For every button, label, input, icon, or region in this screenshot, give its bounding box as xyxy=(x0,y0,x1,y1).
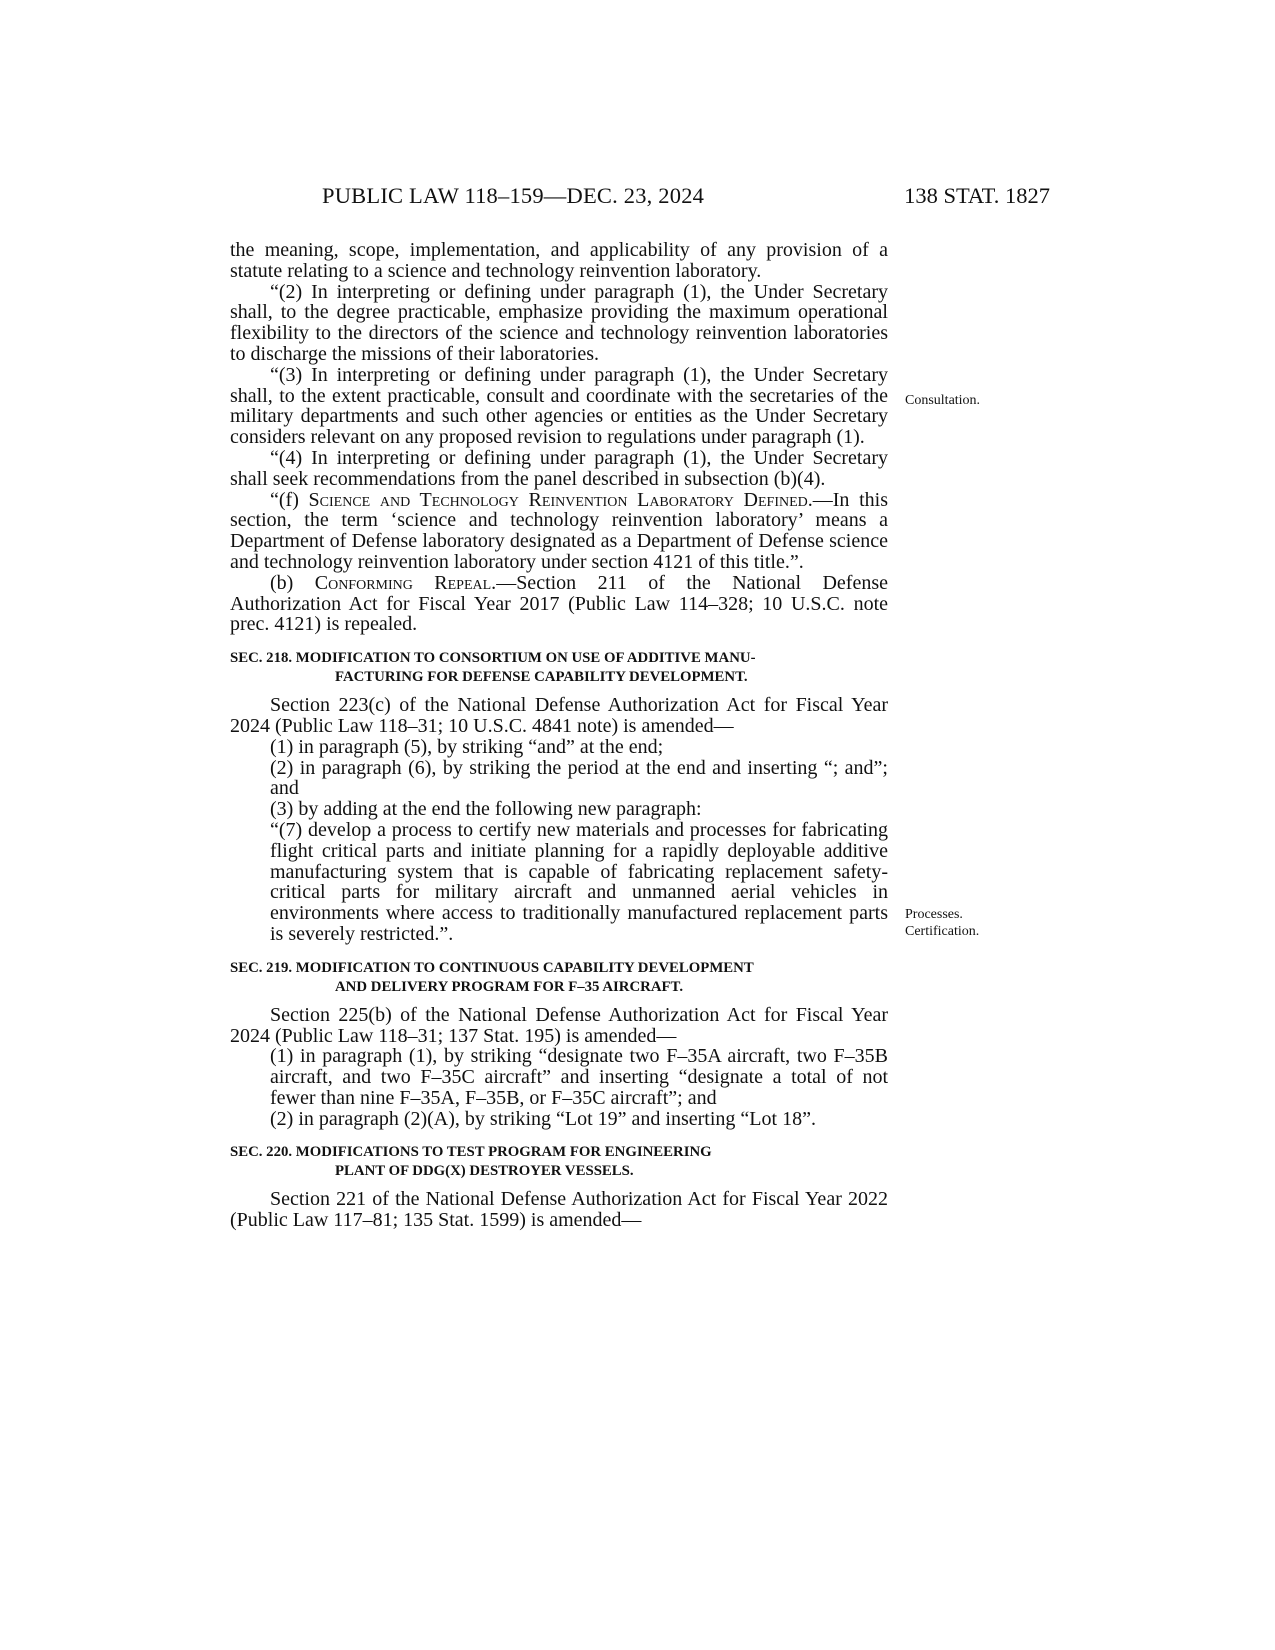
section-218-line2: FACTURING FOR DEFENSE CAPABILITY DEVELOPMENT. xyxy=(335,669,748,686)
running-title: PUBLIC LAW 118–159—DEC. 23, 2024 xyxy=(322,183,705,208)
section-218-heading xyxy=(230,649,888,687)
section-218-item-3: (3) by adding at the end the following new paragraph: xyxy=(270,798,702,821)
section-220-line2: PLANT OF DDG(X) DESTROYER VESSELS. xyxy=(335,1163,634,1180)
margin-note-certification-text: Certification. xyxy=(905,924,980,939)
subsection-b-text: —Section 211 of the National Defense Authorization Act for Fiscal Year 2017 (Public Law 114–328; 10 U.S.C. note prec. 4121) is repealed. xyxy=(230,571,888,636)
section-219-line1: SEC. 219. MODIFICATION TO CONTINUOUS CAPABILITY DEVELOPMENT xyxy=(230,959,754,976)
paragraph-4: “(4) In interpreting or defining under paragraph (1), the Under Secretary shall seek recommendations from the panel described in subsection (b)(4). xyxy=(230,446,888,490)
subsection-f-text: —In this section, the term ‘science and technology reinvention laboratory’ means a Department of Defense laboratory designated as a Department of Defense science and technology reinvention laboratory under section 4121 of this title.”. xyxy=(230,488,889,573)
section-218-item-2: (2) in paragraph (6), by striking the period at the end and inserting “; and”; and xyxy=(270,756,888,800)
subsection-b-lead: (b) xyxy=(270,571,294,594)
page-body xyxy=(230,240,888,1231)
section-220-line1: SEC. 220. MODIFICATIONS TO TEST PROGRAM FOR ENGINEERING xyxy=(230,1144,712,1161)
paragraph-2: “(2) In interpreting or defining under paragraph (1), the Under Secretary shall, to the degree practicable, emphasize providing the maximum operational flexibility to the directors of the science and technology reinvention laboratories to discharge the missions of their laboratories. xyxy=(230,280,888,365)
section-219-item-1: (1) in paragraph (1), by striking “designate two F–35A aircraft, two F–35B aircraft, and two F–35C aircraft” and inserting “designate a total of not fewer than nine F–35A, F–35B, or F–35C aircraft”; and xyxy=(270,1045,888,1109)
subsection-f xyxy=(230,490,888,573)
subsection-b-heading: Conforming Repeal. xyxy=(314,571,497,594)
margin-note-consultation: Consultation. xyxy=(905,393,981,408)
page-header xyxy=(230,183,1050,215)
section-219-line2: AND DELIVERY PROGRAM FOR F–35 AIRCRAFT. xyxy=(335,978,684,995)
section-219-item-2: (2) in paragraph (2)(A), by striking “Lot 19” and inserting “Lot 18”. xyxy=(270,1107,816,1130)
section-218-item-1: (1) in paragraph (5), by striking “and” at the end; xyxy=(270,735,664,758)
section-218-new-paragraph: “(7) develop a process to certify new materials and processes for fabricating flight critical parts and initiate planning for a rapidly deployable additive manufacturing system that is capable of fabricating replacement safety-critical parts for military aircraft and unmanned aerial vehicles in environments where access to traditionally manufactured replacement parts is severely restricted.”. xyxy=(270,818,888,945)
subsection-f-lead: “(f) xyxy=(270,488,299,511)
subsection-b xyxy=(230,573,888,635)
subsection-f-heading: Science and Technology Reinvention Laboratory Defined. xyxy=(308,488,813,511)
paragraph-3: “(3) In interpreting or defining under paragraph (1), the Under Secretary shall, to the extent practicable, consult and coordinate with the secretaries of the military departments and such other agencies or entities as the Under Secretary considers relevant on any proposed revision to regulations under paragraph (1). xyxy=(230,363,888,449)
paragraph-continuation: the meaning, scope, implementation, and applicability of any provision of a statute relating to a science and technology reinvention laboratory. xyxy=(230,239,888,282)
section-218-line1: SEC. 218. MODIFICATION TO CONSORTIUM ON USE OF ADDITIVE MANU- xyxy=(230,650,756,667)
section-219-heading xyxy=(230,959,888,997)
margin-note-processes xyxy=(905,906,979,940)
margin-note-processes-text: Processes. xyxy=(905,907,963,922)
page-number: 138 STAT. 1827 xyxy=(904,183,1050,208)
section-219-intro: Section 225(b) of the National Defense Authorization Act for Fiscal Year 2024 (Public Law 118–31; 137 Stat. 195) is amended— xyxy=(230,1003,888,1047)
section-218-intro: Section 223(c) of the National Defense Authorization Act for Fiscal Year 2024 (Public Law 118–31; 10 U.S.C. 4841 note) is amended— xyxy=(230,694,888,737)
section-220-intro: Section 221 of the National Defense Authorization Act for Fiscal Year 2022 (Public Law 117–81; 135 Stat. 1599) is amended— xyxy=(230,1188,888,1232)
section-220-heading xyxy=(230,1143,888,1181)
